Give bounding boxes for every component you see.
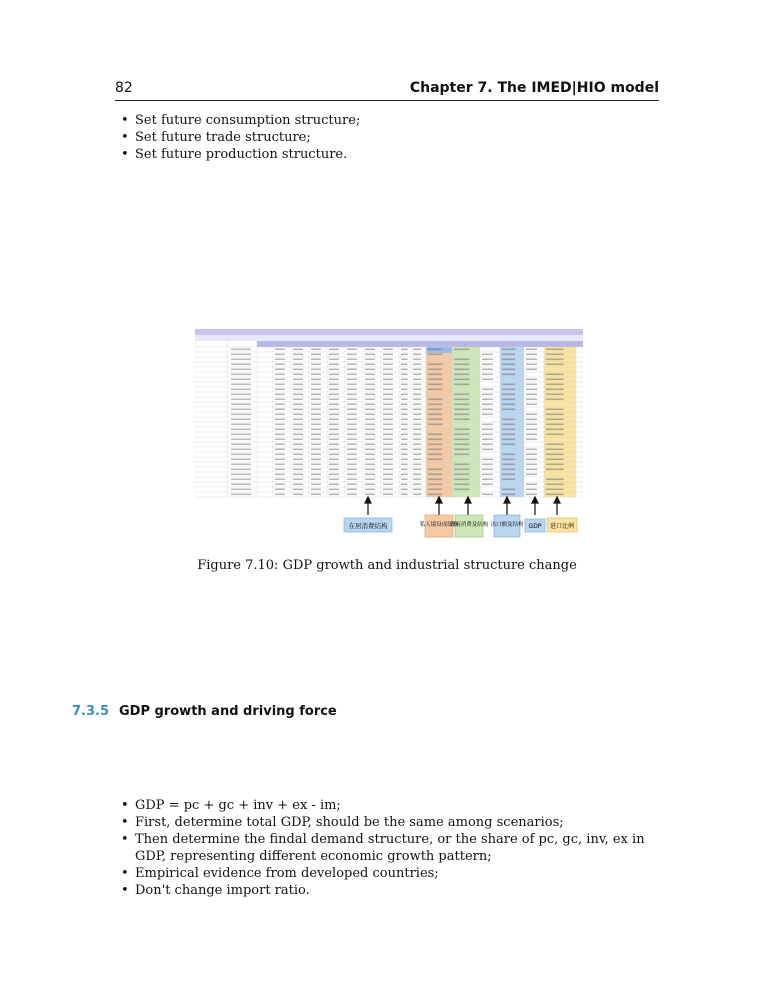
section-title: GDP growth and driving force <box>119 704 337 719</box>
label-private-investment: 私人境设成结构 <box>419 522 459 528</box>
bullet-item: • Then determine the findal demand structure, or the share of pc, gc, inv, ex in GDP, representing different economic growth pattern; <box>121 832 645 864</box>
section-heading <box>72 704 337 719</box>
bullet-item: • GDP = pc + gc + inv + ex - im; <box>121 798 341 813</box>
bullet-item: • First, determine total GDP, should be the same among scenarios; <box>121 815 564 830</box>
bullet-list-bottom <box>115 797 660 899</box>
label-consumption: 在居消费结构 <box>348 522 388 530</box>
page-number: 82 <box>115 80 133 96</box>
label-import: 进口比例 <box>549 523 575 530</box>
figure-caption: Figure 7.10: GDP growth and industrial structure change <box>197 558 577 573</box>
label-government: 政府消费及结构 <box>449 522 489 528</box>
bullet-item: • Set future production structure. <box>121 147 348 162</box>
bullet-item: • Set future consumption structure; <box>121 113 361 128</box>
spreadsheet-image <box>195 329 583 543</box>
bullet-item: • Empirical evidence from developed countries; <box>121 866 439 881</box>
section-number: 7.3.5 <box>72 704 110 719</box>
bullet-item: • Set future trade structure; <box>121 130 311 145</box>
spreadsheet-figure <box>195 329 583 543</box>
bullet-item: • Don't change import ratio. <box>121 883 310 898</box>
chapter-title: Chapter 7. The IMED|HIO model <box>409 80 659 96</box>
bullet-list-top <box>115 112 635 163</box>
page-header <box>115 78 659 101</box>
label-export: 出口额及结构 <box>490 522 524 528</box>
label-gdp: GDP <box>528 523 542 530</box>
